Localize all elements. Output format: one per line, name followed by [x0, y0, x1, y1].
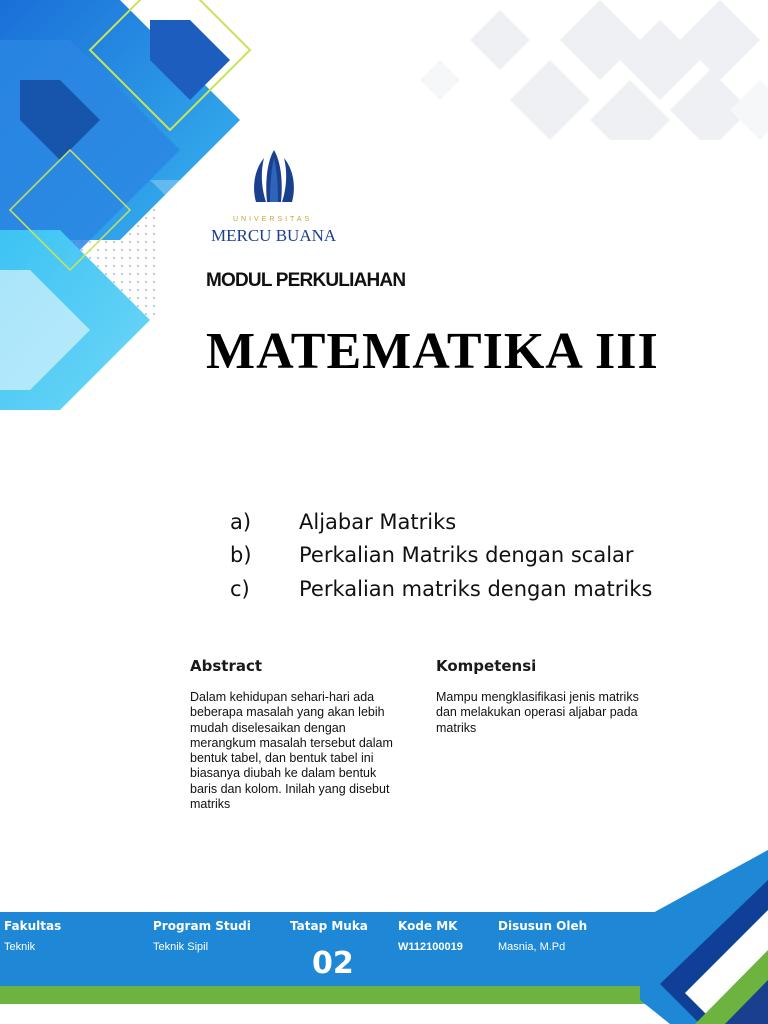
topic-marker: b)	[230, 543, 252, 567]
kompetensi-heading: Kompetensi	[436, 657, 537, 675]
abstract-line: biasanya diubah ke dalam bentuk	[190, 766, 377, 781]
abstract-line: mudah diselesaikan dengan	[190, 720, 346, 735]
kompetensi-line: matriks	[436, 720, 477, 735]
abstract-line: matriks	[190, 797, 231, 812]
university-logo	[205, 140, 345, 250]
logo-emblem-icon	[250, 148, 298, 208]
fakultas-label: Fakultas	[4, 919, 62, 933]
topic-marker: c)	[230, 577, 250, 601]
abstract-line: merangkum masalah tersebut dalam	[190, 735, 393, 750]
tatap-muka-value: 02	[312, 946, 354, 981]
logo-caption-small: UNIVERSITAS	[233, 216, 313, 223]
kompetensi-body	[436, 690, 686, 736]
fakultas-value: Teknik	[4, 941, 36, 953]
kompetensi-line: Mampu mengklasifikasi jenis matriks	[436, 690, 639, 704]
disusun-value: Masnia, M.Pd	[498, 941, 566, 953]
logo-caption: MERCU BUANA	[211, 226, 337, 245]
page-title: MATEMATIKA III	[206, 323, 659, 380]
prodi-value: Teknik Sipil	[153, 941, 209, 953]
abstract-line: baris dan kolom. Inilah yang disebut	[190, 781, 390, 796]
decorative-diamond-pattern	[300, 0, 768, 140]
abstract-heading: Abstract	[190, 657, 263, 675]
topic-text: Perkalian Matriks dengan scalar	[299, 543, 634, 567]
module-label: MODUL PERKULIAHAN	[206, 270, 406, 291]
abstract-line: beberapa masalah yang akan lebih	[190, 705, 385, 720]
disusun-label: Disusun Oleh	[498, 919, 588, 933]
prodi-label: Program Studi	[153, 919, 251, 933]
abstract-body	[190, 690, 430, 812]
decorative-corner-graphic	[640, 850, 768, 1024]
abstract-line: Dalam kehidupan sehari-hari ada	[190, 690, 375, 704]
abstract-line: bentuk tabel, dan bentuk tabel ini	[190, 751, 374, 766]
kompetensi-line: dan melakukan operasi aljabar pada	[436, 705, 638, 720]
topic-marker: a)	[230, 510, 252, 534]
topic-text: Aljabar Matriks	[299, 510, 457, 534]
tatap-muka-label: Tatap Muka	[290, 919, 368, 933]
kode-mk-label: Kode MK	[398, 919, 458, 933]
topic-text: Perkalian matriks dengan matriks	[299, 577, 653, 601]
kode-mk-value: W112100019	[398, 941, 463, 953]
